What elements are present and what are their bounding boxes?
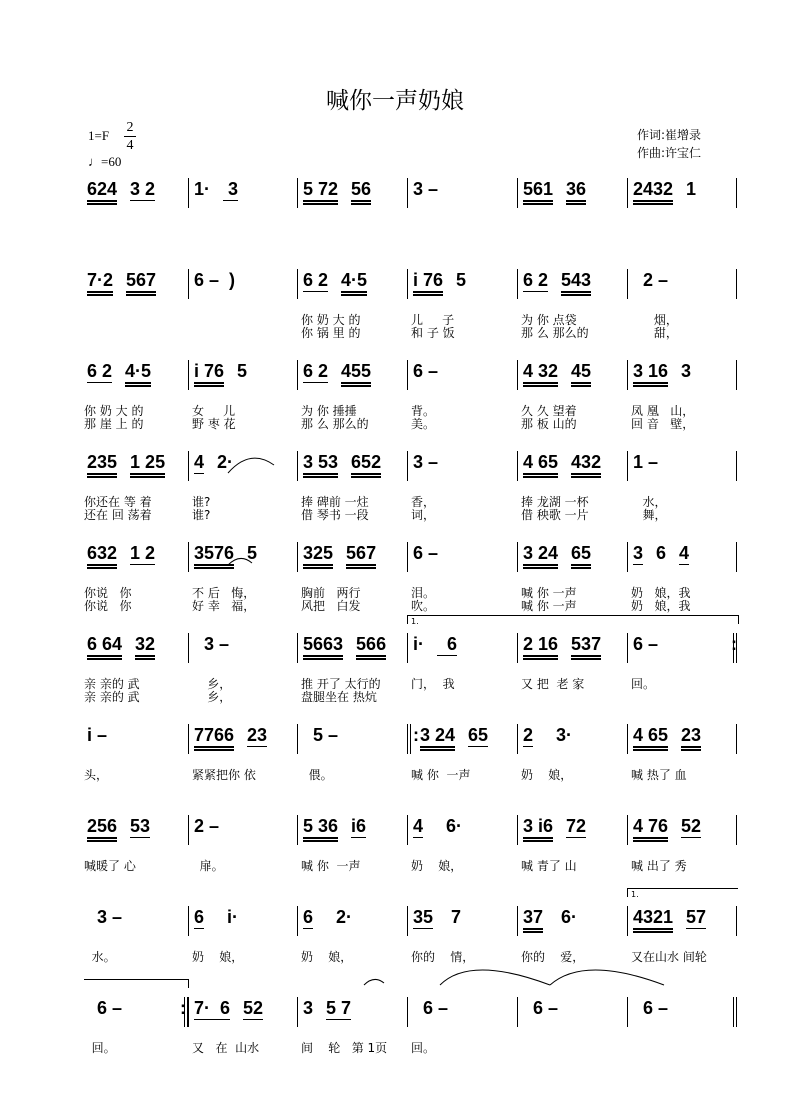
lyric-text: 那 板 山的: [521, 417, 577, 431]
note-group: 36: [566, 179, 586, 205]
lyric-text: 你的 爱，: [521, 950, 585, 964]
lyric-text: 乡，: [192, 677, 232, 691]
lyric-text: 吹。: [411, 599, 436, 613]
note-group: 3·: [546, 725, 573, 745]
note-group: 6·: [556, 907, 578, 927]
note-group: 3: [303, 998, 314, 1018]
lyric-text: 又 把 老 家: [521, 677, 585, 691]
lyric-text: 喊 你 一声: [521, 586, 577, 600]
lyric-text: 和 子 饭: [411, 326, 455, 340]
lyric-text: 喊 青了 山: [521, 859, 577, 873]
note-group: 235: [87, 452, 117, 478]
note-group: 72: [566, 816, 587, 836]
note-group: 543: [561, 270, 591, 296]
lyric-text: 头，: [84, 768, 109, 782]
lyric-text: 水。: [84, 950, 116, 964]
note-group: 567: [126, 270, 156, 296]
note-group: 3576: [194, 543, 234, 569]
lyricist: 作词:崔增录: [637, 128, 702, 142]
note-group: 3: [223, 179, 239, 199]
lyric-text: 奶 娘，: [521, 768, 573, 782]
note-group: 23: [681, 725, 701, 751]
note-group: 6 –: [523, 998, 559, 1018]
note-group: 4: [679, 543, 690, 563]
volta-label: 1.: [631, 890, 639, 899]
note-group: 4·5: [341, 270, 367, 296]
note-group: 2 16: [523, 634, 558, 660]
note-group: 4321: [633, 907, 673, 933]
note-group: 6 2: [523, 270, 549, 290]
lyric-text: 又在山水 间轮: [631, 950, 707, 964]
lyric-text: 回。: [411, 1041, 436, 1055]
lyric-text: 你说 你: [84, 599, 132, 613]
note-group: 4: [413, 816, 424, 836]
lyric-text: 喊 你 一声: [301, 859, 361, 873]
lyric-text: 为 你 点袋: [521, 313, 577, 327]
slur: [550, 970, 664, 985]
lyric-text: 风把 白发: [301, 599, 361, 613]
note-group: 3 –: [87, 907, 123, 927]
note-group: 652: [351, 452, 381, 478]
lyric-text: 借 秧歌 一片: [521, 508, 589, 522]
note-group: 3 53: [303, 452, 338, 478]
slur: [228, 558, 252, 565]
lyric-text: 美。: [411, 417, 436, 431]
note-group: 1 25: [130, 452, 165, 478]
note-group: 35: [413, 907, 434, 927]
note-group: 5 –: [303, 725, 339, 745]
repeat-start-dots: :: [413, 725, 419, 745]
note-group: 2 –: [633, 270, 669, 290]
lyric-text: 背。: [411, 404, 436, 418]
note-group: 52: [681, 816, 702, 836]
lyric-text: 你还在 等 着: [84, 495, 152, 509]
lyric-text: 奶 娘，: [192, 950, 244, 964]
note-group: i 76: [413, 270, 443, 296]
note-group: 6 2: [87, 361, 113, 381]
lyric-text: 喊 出了 秀: [631, 859, 687, 873]
lyric-text: 推 开了 太行的: [301, 677, 381, 691]
slur: [440, 970, 550, 985]
note-group: 5663: [303, 634, 343, 660]
volta-label: 1.: [411, 617, 419, 626]
note-group: 4: [194, 452, 205, 472]
note-group: 3 i6: [523, 816, 553, 842]
note-group: 432: [571, 452, 601, 478]
note-group: 45: [571, 361, 591, 387]
lyric-text: 奶 娘，我: [631, 586, 691, 600]
lyric-text: 盘腿坐在 热炕: [301, 690, 377, 704]
lyric-text: 谁?: [192, 495, 211, 509]
lyric-text: 舞，: [631, 508, 667, 522]
note-group: 3 –: [413, 452, 439, 472]
note-group: 6 2: [303, 361, 329, 381]
song-title: 喊你一声奶娘: [326, 88, 464, 114]
note-group: 632: [87, 543, 117, 569]
note-group: 537: [571, 634, 601, 660]
note-group: 5: [237, 361, 248, 381]
note-group: 3 24: [523, 543, 558, 569]
note-group: 3 –: [194, 634, 230, 654]
slur: [364, 979, 384, 985]
note-group: 566: [356, 634, 386, 660]
lyric-text: 借 琴书 一段: [301, 508, 369, 522]
note-group: 6 – ): [194, 270, 236, 290]
lyric-text: 香，: [411, 495, 436, 509]
note-group: 4 32: [523, 361, 558, 387]
note-group: 7· 6: [194, 998, 231, 1018]
note-group: 6: [194, 907, 205, 927]
lyric-text: 那 么 那么的: [301, 417, 369, 431]
lyric-text: 胸前 两行: [301, 586, 361, 600]
note-group: i 76: [194, 361, 224, 387]
note-group: 256: [87, 816, 117, 842]
note-group: 4 65: [523, 452, 558, 478]
lyric-text: 奶 娘，我: [631, 599, 691, 613]
note-group: 56: [351, 179, 371, 205]
lyric-text: 亲 亲的 武: [84, 677, 140, 691]
note-group: 37: [523, 907, 543, 933]
note-group: 2: [523, 725, 534, 745]
lyric-text: 好 幸 福，: [192, 599, 256, 613]
note-group: 455: [341, 361, 371, 387]
note-group: 2·: [217, 452, 234, 472]
lyric-text: 谁?: [192, 508, 211, 522]
note-group: 6 –: [413, 361, 439, 381]
note-group: 6 –: [413, 998, 449, 1018]
note-group: 65: [571, 543, 591, 569]
lyric-text: 你 奶 大 的: [301, 313, 361, 327]
lyric-text: 门， 我: [411, 677, 455, 691]
lyric-text: 回。: [84, 1041, 116, 1055]
lyric-text: 久 久 望着: [521, 404, 577, 418]
lyric-text: 烟，: [631, 313, 678, 327]
note-group: 6: [437, 634, 458, 654]
note-group: i·: [217, 907, 239, 927]
note-group: i·: [413, 634, 424, 654]
note-group: 1: [686, 179, 697, 199]
note-group: 53: [130, 816, 151, 836]
note-group: 7: [446, 907, 462, 927]
note-group: 32: [135, 634, 155, 660]
note-group: 4 65: [633, 725, 668, 751]
lyric-text: 喊 热了 血: [631, 768, 687, 782]
lyric-text: 回。: [631, 677, 656, 691]
slur-layer: [84, 0, 737, 1119]
lyric-text: 喊暖了 心: [84, 859, 136, 873]
note-group: 1 2: [130, 543, 156, 563]
note-group: 6·: [436, 816, 463, 836]
note-group: 23: [247, 725, 268, 745]
note-group: 5 36: [303, 816, 338, 842]
note-group: 4·5: [125, 361, 151, 387]
lyric-text: 奶 娘，: [411, 859, 463, 873]
note-group: 7766: [194, 725, 234, 751]
lyric-text: 紧紧把你 依: [192, 768, 256, 782]
repeat-end-dots: :: [731, 634, 737, 654]
lyric-text: 偎。: [301, 768, 333, 782]
note-group: 3 2: [130, 179, 156, 199]
note-group: 6 64: [87, 634, 122, 660]
note-group: 3 16: [633, 361, 668, 387]
lyric-text: 甜，: [631, 326, 678, 340]
key-signature: 1=F: [88, 128, 110, 143]
note-group: 6 –: [87, 998, 123, 1018]
lyric-text: 你说 你: [84, 586, 132, 600]
note-group: 2432: [633, 179, 673, 205]
note-group: 65: [468, 725, 489, 745]
time-signature-bottom: 4: [126, 138, 134, 153]
tempo-marking: ♩=60: [88, 154, 122, 169]
note-group: 3 24: [420, 725, 455, 751]
note-group: 5 7: [326, 998, 352, 1018]
lyric-text: 喊 你 一声: [521, 599, 577, 613]
lyric-text: 你的 情，: [411, 950, 475, 964]
lyric-text: 你 奶 大 的: [84, 404, 144, 418]
lyric-text: 亲 亲的 武: [84, 690, 140, 704]
note-group: 7·2: [87, 270, 113, 296]
note-group: 6 2: [303, 270, 329, 290]
lyric-text: 女 儿: [192, 404, 236, 418]
note-group: 3 –: [413, 179, 439, 199]
note-group: 3: [633, 543, 644, 563]
note-group: 1·: [194, 179, 211, 199]
lyric-text: 泪。: [411, 586, 436, 600]
lyric-text: 回 音 壁，: [631, 417, 695, 431]
note-group: i6: [351, 816, 367, 836]
lyric-text: 儿 子: [411, 313, 455, 327]
lyric-text: 捧 龙湖 一杯: [521, 495, 589, 509]
lyric-text: 野 枣 花: [192, 417, 236, 431]
lyric-text: 捧 碑前 一炷: [301, 495, 369, 509]
lyric-text: 那 崖 上 的: [84, 417, 144, 431]
note-group: 561: [523, 179, 553, 205]
note-group: 6: [303, 907, 314, 927]
note-group: 5: [456, 270, 467, 290]
lyric-text: 又 在 山水: [192, 1041, 260, 1055]
note-group: 2 –: [194, 816, 220, 836]
lyric-text: 水，: [631, 495, 667, 509]
lyric-text: 乡，: [192, 690, 232, 704]
note-group: 567: [346, 543, 376, 569]
lyric-text: 还在 回 荡着: [84, 508, 152, 522]
lyric-text: 间 轮 第 1页: [301, 1041, 388, 1055]
lyric-text: 喊 你 一声: [411, 768, 471, 782]
note-group: 52: [243, 998, 264, 1018]
note-group: i –: [87, 725, 108, 745]
note-group: 325: [303, 543, 333, 569]
lyric-text: 你 锅 里 的: [301, 326, 361, 340]
lyric-text: 不 后 悔，: [192, 586, 256, 600]
slur: [228, 458, 274, 473]
note-group: 4 76: [633, 816, 668, 842]
note-group: 5: [247, 543, 258, 563]
lyric-text: 那 么 那么的: [521, 326, 589, 340]
time-signature-top: 2: [126, 120, 134, 135]
note-group: 6 –: [633, 634, 659, 654]
lyric-text: 扉。: [192, 859, 224, 873]
lyric-text: 词，: [411, 508, 436, 522]
lyric-text: 为 你 捶捶: [301, 404, 357, 418]
note-group: 1 –: [633, 452, 659, 472]
note-group: 624: [87, 179, 117, 205]
lyric-text: 奶 娘，: [301, 950, 353, 964]
note-group: 5 72: [303, 179, 338, 205]
note-group: 3: [681, 361, 692, 381]
repeat-end-dots: :: [180, 998, 186, 1018]
note-group: 6 –: [413, 543, 439, 563]
composer: 作曲:许宝仁: [637, 146, 702, 160]
note-group: 6: [656, 543, 667, 563]
note-group: 2·: [326, 907, 353, 927]
note-group: 6 –: [633, 998, 669, 1018]
lyric-text: 凤 凰 山，: [631, 404, 695, 418]
note-group: 57: [686, 907, 707, 927]
